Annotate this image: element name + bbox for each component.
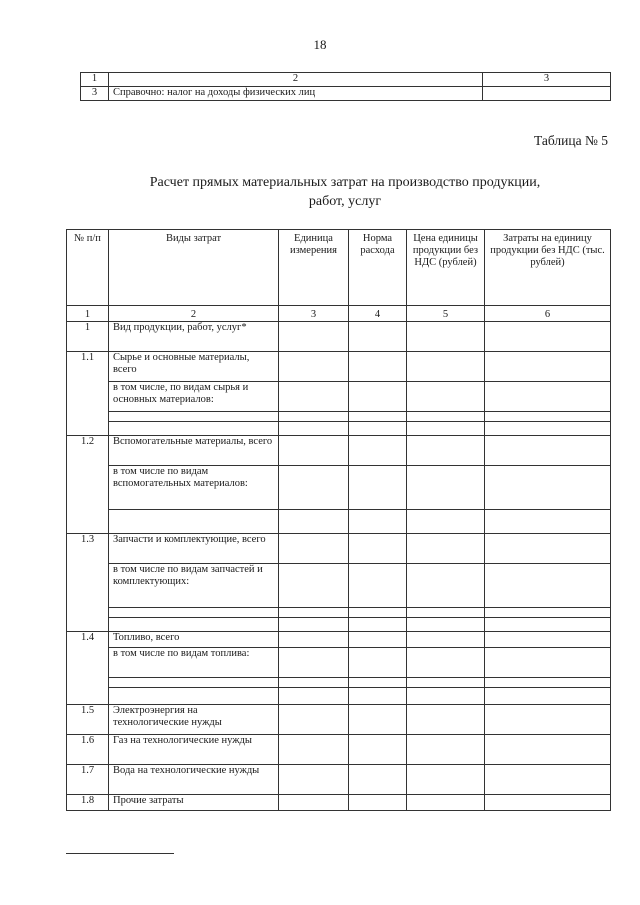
row-label: Запчасти и комплектующие, всего bbox=[109, 534, 279, 564]
empty-cell bbox=[485, 382, 611, 412]
empty-cell bbox=[109, 678, 279, 688]
empty-cell bbox=[407, 412, 485, 422]
row-label: Вода на технологические нужды bbox=[109, 765, 279, 795]
empty-cell bbox=[279, 564, 349, 608]
table-title bbox=[80, 173, 610, 211]
row-number: 1.4 bbox=[67, 632, 109, 705]
empty-cell bbox=[109, 688, 279, 705]
empty-cell bbox=[349, 352, 407, 382]
empty-cell bbox=[485, 466, 611, 510]
empty-cell bbox=[407, 534, 485, 564]
column-header: Единица измерения bbox=[279, 230, 349, 306]
empty-cell bbox=[349, 510, 407, 534]
empty-cell bbox=[349, 564, 407, 608]
column-header: Виды затрат bbox=[109, 230, 279, 306]
empty-cell bbox=[279, 412, 349, 422]
empty-cell bbox=[109, 618, 279, 632]
empty-cell bbox=[485, 412, 611, 422]
table-row bbox=[67, 422, 611, 436]
empty-cell bbox=[279, 510, 349, 534]
empty-cell bbox=[349, 705, 407, 735]
row-number: 1.8 bbox=[67, 795, 109, 811]
empty-cell bbox=[279, 632, 349, 648]
row-label: Вид продукции, работ, услуг* bbox=[109, 322, 279, 352]
empty-cell bbox=[407, 688, 485, 705]
empty-cell bbox=[109, 422, 279, 436]
row-number: 1.6 bbox=[67, 735, 109, 765]
table-row bbox=[67, 648, 611, 678]
table-row bbox=[67, 322, 611, 352]
row-label: Газ на технологические нужды bbox=[109, 735, 279, 765]
table-title-line: Расчет прямых материальных затрат на производство продукции, bbox=[149, 175, 541, 190]
empty-cell bbox=[349, 735, 407, 765]
empty-cell bbox=[485, 618, 611, 632]
empty-cell bbox=[407, 765, 485, 795]
empty-cell bbox=[349, 466, 407, 510]
empty-cell bbox=[349, 436, 407, 466]
column-number: 3 bbox=[279, 306, 349, 322]
empty-cell bbox=[279, 382, 349, 412]
row-sub-label: в том числе по видам запчастей и комплектующих: bbox=[109, 564, 279, 608]
empty-cell bbox=[109, 412, 279, 422]
empty-cell bbox=[407, 735, 485, 765]
empty-cell bbox=[485, 632, 611, 648]
header-cell: 3 bbox=[483, 73, 611, 87]
table-row bbox=[67, 382, 611, 412]
empty-cell bbox=[349, 795, 407, 811]
empty-cell bbox=[279, 678, 349, 688]
empty-cell bbox=[407, 608, 485, 618]
table-row bbox=[67, 608, 611, 618]
table-title-line: работ, услуг bbox=[308, 194, 382, 209]
empty-cell bbox=[407, 352, 485, 382]
empty-cell bbox=[349, 765, 407, 795]
table-header-row bbox=[81, 73, 611, 87]
empty-cell bbox=[279, 466, 349, 510]
column-number: 1 bbox=[67, 306, 109, 322]
column-number: 4 bbox=[349, 306, 407, 322]
empty-cell bbox=[349, 688, 407, 705]
empty-cell bbox=[279, 608, 349, 618]
empty-cell bbox=[407, 705, 485, 735]
table-row bbox=[81, 87, 611, 101]
empty-cell bbox=[485, 608, 611, 618]
empty-cell bbox=[485, 795, 611, 811]
empty-cell bbox=[279, 618, 349, 632]
column-number: 2 bbox=[109, 306, 279, 322]
empty-cell bbox=[485, 678, 611, 688]
footnote-divider bbox=[66, 853, 174, 854]
empty-cell bbox=[485, 688, 611, 705]
empty-cell bbox=[483, 87, 611, 101]
column-number: 5 bbox=[407, 306, 485, 322]
empty-cell bbox=[485, 765, 611, 795]
table-row bbox=[67, 688, 611, 705]
header-cell: 2 bbox=[109, 73, 483, 87]
empty-cell bbox=[279, 534, 349, 564]
table-row bbox=[67, 632, 611, 648]
continued-table bbox=[80, 72, 611, 101]
empty-cell bbox=[407, 678, 485, 688]
row-label: Сырье и основные материалы, всего bbox=[109, 352, 279, 382]
empty-cell bbox=[349, 618, 407, 632]
empty-cell bbox=[407, 795, 485, 811]
empty-cell bbox=[349, 608, 407, 618]
empty-cell bbox=[349, 422, 407, 436]
empty-cell bbox=[407, 466, 485, 510]
empty-cell bbox=[485, 564, 611, 608]
column-header: Затраты на единицу продукции без НДС (тыс. рублей) bbox=[485, 230, 611, 306]
empty-cell bbox=[279, 422, 349, 436]
row-sub-label: в том числе по видам вспомогательных материалов: bbox=[109, 466, 279, 510]
table-row bbox=[67, 466, 611, 510]
table-row bbox=[67, 765, 611, 795]
empty-cell bbox=[407, 648, 485, 678]
row-label: Электроэнергия на технологические нужды bbox=[109, 705, 279, 735]
empty-cell bbox=[407, 382, 485, 412]
table-row bbox=[67, 795, 611, 811]
table-row bbox=[67, 412, 611, 422]
empty-cell bbox=[485, 436, 611, 466]
empty-cell bbox=[407, 422, 485, 436]
empty-cell bbox=[485, 510, 611, 534]
table-row bbox=[67, 735, 611, 765]
empty-cell bbox=[349, 632, 407, 648]
empty-cell bbox=[485, 648, 611, 678]
row-label: Топливо, всего bbox=[109, 632, 279, 648]
empty-cell bbox=[407, 632, 485, 648]
empty-cell bbox=[279, 436, 349, 466]
empty-cell bbox=[485, 352, 611, 382]
empty-cell bbox=[407, 322, 485, 352]
row-label: Справочно: налог на доходы физических лиц bbox=[109, 87, 483, 101]
empty-cell bbox=[485, 534, 611, 564]
empty-cell bbox=[279, 688, 349, 705]
table-row bbox=[67, 618, 611, 632]
column-header: Норма расхода bbox=[349, 230, 407, 306]
empty-cell bbox=[349, 648, 407, 678]
empty-cell bbox=[109, 608, 279, 618]
empty-cell bbox=[279, 795, 349, 811]
row-number: 1 bbox=[67, 322, 109, 352]
row-sub-label: в том числе, по видам сырья и основных материалов: bbox=[109, 382, 279, 412]
column-header-row bbox=[67, 230, 611, 306]
table-row bbox=[67, 436, 611, 466]
table-row bbox=[67, 705, 611, 735]
row-label: Вспомогательные материалы, всего bbox=[109, 436, 279, 466]
empty-cell bbox=[349, 534, 407, 564]
empty-cell bbox=[349, 322, 407, 352]
empty-cell bbox=[485, 322, 611, 352]
empty-cell bbox=[407, 618, 485, 632]
table-row bbox=[67, 678, 611, 688]
empty-cell bbox=[279, 322, 349, 352]
empty-cell bbox=[485, 735, 611, 765]
header-cell: 1 bbox=[81, 73, 109, 87]
empty-cell bbox=[349, 678, 407, 688]
column-number-row bbox=[67, 306, 611, 322]
page-number: 18 bbox=[313, 37, 327, 52]
empty-cell bbox=[279, 765, 349, 795]
column-header: № п/п bbox=[67, 230, 109, 306]
row-number: 1.2 bbox=[67, 436, 109, 534]
row-number: 1.1 bbox=[67, 352, 109, 436]
empty-cell bbox=[279, 735, 349, 765]
material-costs-table bbox=[66, 229, 611, 811]
table-row bbox=[67, 510, 611, 534]
row-number: 1.5 bbox=[67, 705, 109, 735]
row-label: Прочие затраты bbox=[109, 795, 279, 811]
row-number: 1.3 bbox=[67, 534, 109, 632]
table-caption: Таблица № 5 bbox=[534, 133, 608, 148]
empty-cell bbox=[279, 352, 349, 382]
row-number: 1.7 bbox=[67, 765, 109, 795]
empty-cell bbox=[109, 510, 279, 534]
empty-cell bbox=[279, 705, 349, 735]
empty-cell bbox=[407, 510, 485, 534]
table-row bbox=[67, 534, 611, 564]
empty-cell bbox=[349, 382, 407, 412]
row-sub-label: в том числе по видам топлива: bbox=[109, 648, 279, 678]
empty-cell bbox=[485, 422, 611, 436]
column-number: 6 bbox=[485, 306, 611, 322]
row-number: 3 bbox=[81, 87, 109, 101]
table-row bbox=[67, 352, 611, 382]
empty-cell bbox=[349, 412, 407, 422]
column-header: Цена единицы продукции без НДС (рублей) bbox=[407, 230, 485, 306]
empty-cell bbox=[407, 564, 485, 608]
empty-cell bbox=[279, 648, 349, 678]
table-row bbox=[67, 564, 611, 608]
empty-cell bbox=[407, 436, 485, 466]
empty-cell bbox=[485, 705, 611, 735]
